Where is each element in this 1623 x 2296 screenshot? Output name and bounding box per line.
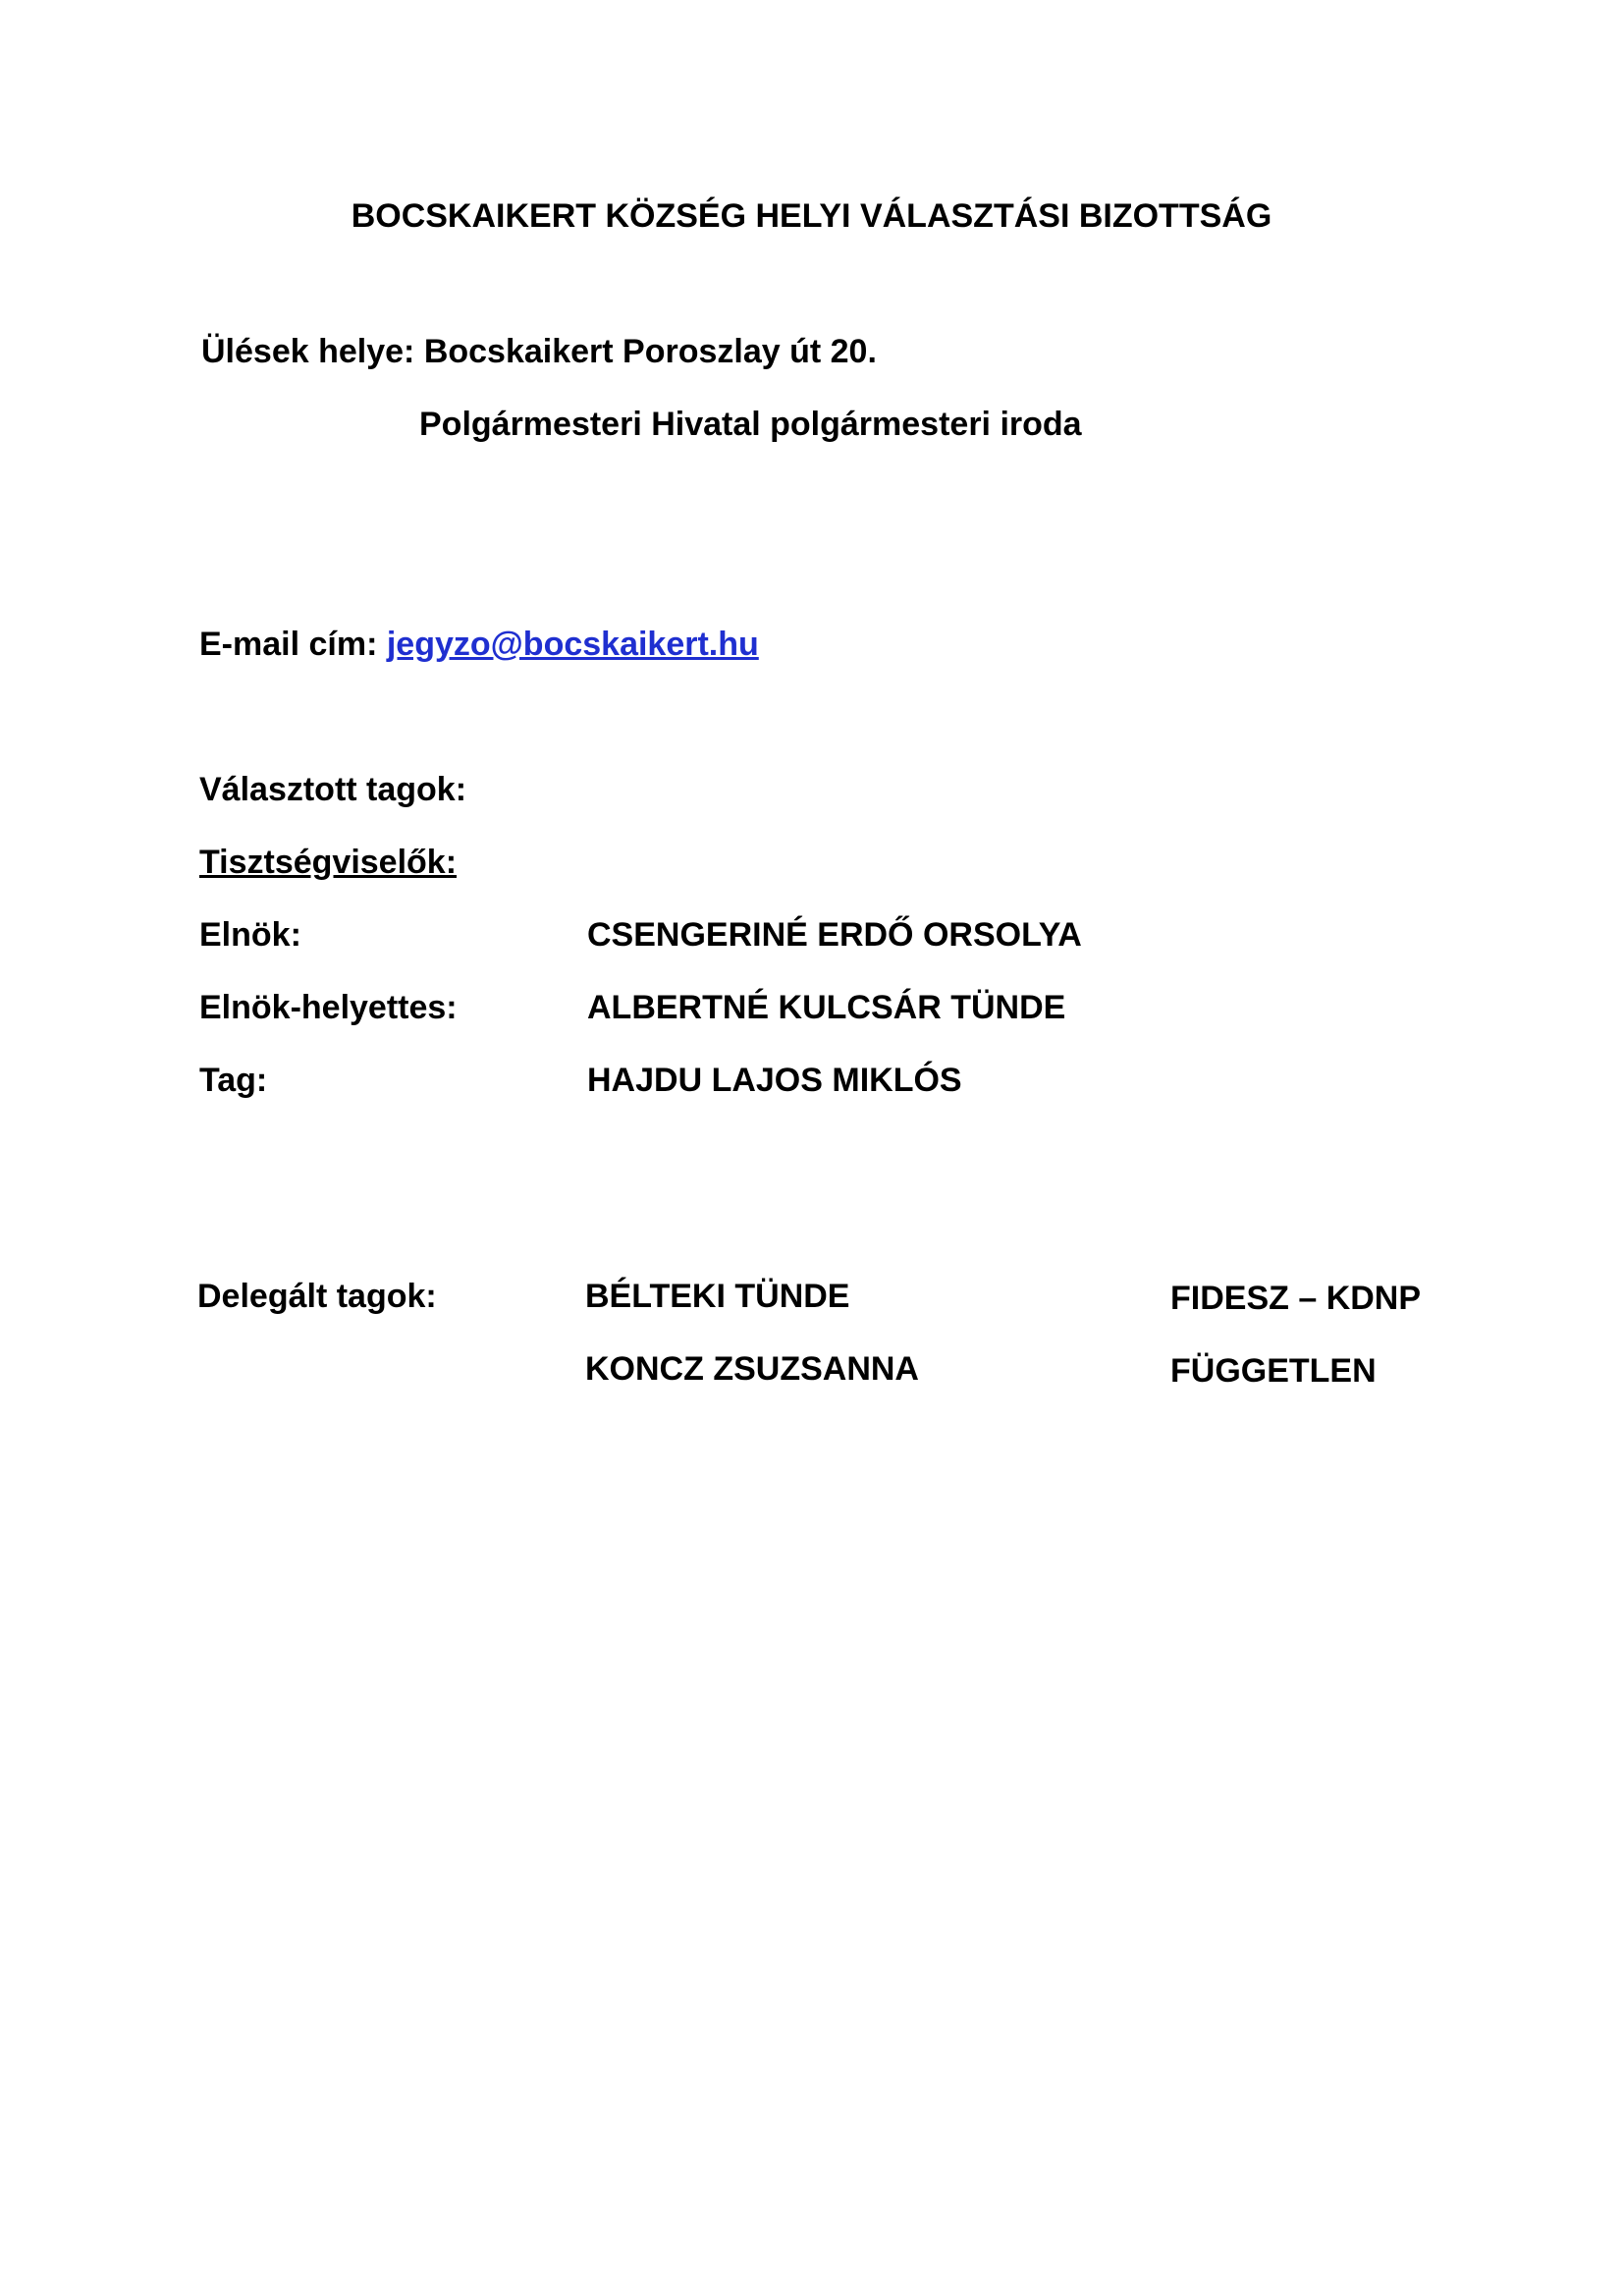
officer-name: ALBERTNÉ KULCSÁR TÜNDE	[587, 989, 1066, 1026]
officer-role: Tag:	[199, 1062, 268, 1099]
document-title: BOCSKAIKERT KÖZSÉG HELYI VÁLASZTÁSI BIZOTTSÁG	[351, 197, 1272, 235]
elected-label: Választott tagok:	[199, 771, 467, 808]
location-office: Polgármesteri Hivatal polgármesteri iroda	[419, 406, 1082, 443]
email-line	[199, 625, 759, 664]
location-label: Ülések helye:	[201, 333, 415, 370]
email-label: E-mail cím:	[199, 626, 378, 663]
delegated-label: Delegált tagok:	[197, 1278, 437, 1315]
delegated-name: KONCZ ZSUZSANNA	[585, 1350, 919, 1388]
delegated-party: FÜGGETLEN	[1170, 1352, 1377, 1390]
email-link[interactable]: jegyzo@bocskaikert.hu	[386, 626, 759, 663]
officer-role: Elnök:	[199, 916, 301, 954]
delegated-party: FIDESZ – KDNP	[1170, 1280, 1422, 1317]
location-line	[201, 332, 877, 371]
delegated-name: BÉLTEKI TÜNDE	[585, 1278, 850, 1315]
officer-name: CSENGERINÉ ERDŐ ORSOLYA	[587, 916, 1082, 954]
officers-label: Tisztségviselők:	[199, 844, 458, 881]
officer-name: HAJDU LAJOS MIKLÓS	[587, 1062, 962, 1099]
officer-role: Elnök-helyettes:	[199, 989, 458, 1026]
location-address: Bocskaikert Poroszlay út 20.	[423, 333, 877, 370]
